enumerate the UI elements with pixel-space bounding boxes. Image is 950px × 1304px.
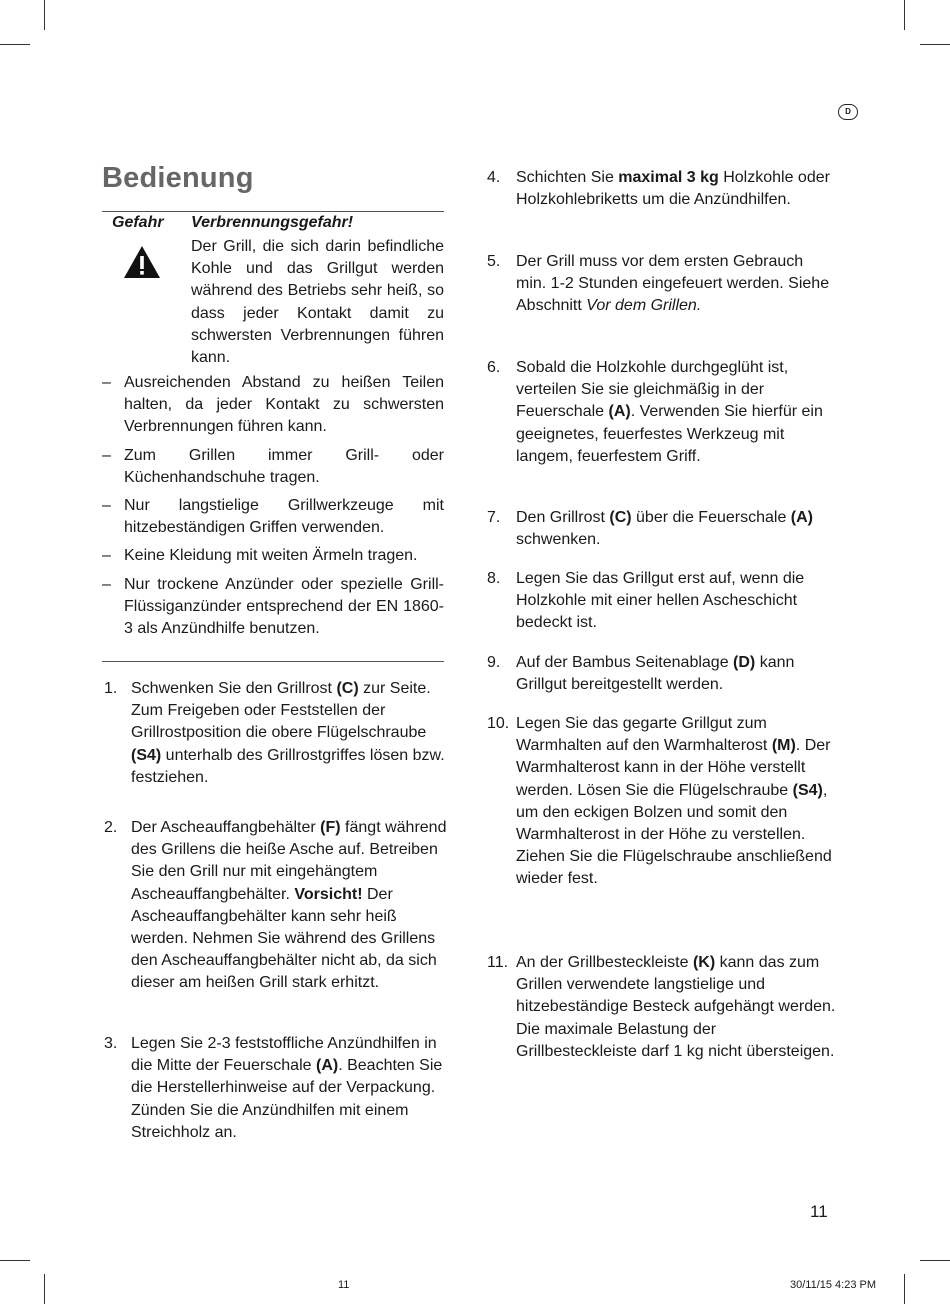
safety-list-text: Ausreichenden Abstand zu heißen Teilen halten, da jeder Kontakt zu schwersten Verbrennungen führen kann.: [124, 374, 444, 436]
divider: [102, 211, 444, 212]
step-text-part: Legen Sie das gegarte Grillgut zum Warmhalten auf den Warmhalterost: [516, 715, 772, 755]
step-text-part: Sobald die Holzkohle durchgeglüht ist, verteilen Sie sie gleichmäßig in der Feuerschale: [516, 359, 789, 421]
step-text-part: An der Grillbesteckleiste: [516, 954, 693, 971]
step-item: [104, 1033, 452, 1144]
step-item: [487, 357, 837, 468]
step-item: [104, 817, 452, 995]
step-item: [487, 507, 837, 551]
section-reference: Vor dem Grillen.: [586, 297, 702, 315]
bold-reference: (S4): [131, 746, 162, 764]
step-text-part: zur Seite. Zum Freigeben oder Feststellen der Grillrostposition die obere Flügelschraube: [131, 680, 431, 742]
step-text-part: unterhalb des Grillrostgriffes lösen bzw. festziehen.: [131, 746, 445, 786]
language-badge: D: [838, 104, 858, 120]
step-item: [487, 952, 837, 1063]
step-text-part: Schwenken Sie den Grillrost: [131, 680, 337, 697]
page-title: Bedienung: [102, 162, 254, 194]
list-dash: –: [102, 497, 111, 515]
warning-triangle-icon: [123, 245, 161, 279]
step-number: 2.: [104, 819, 118, 836]
step-text-part: Der Ascheauffangbehälter: [131, 819, 321, 836]
step-item: [487, 568, 837, 635]
step-text-part: fängt während des Grillens die heiße Asche auf. Betreiben Sie den Grill nur mit eingehängtem Ascheauffangbehälter.: [131, 819, 447, 903]
step-number: 4.: [487, 169, 501, 186]
list-dash: –: [102, 446, 111, 464]
step-text-part: Der Ascheauffangbehälter kann sehr heiß werden. Nehmen Sie während des Grillens den Ascheauffangbehälter nicht ab, da sich dieser am heißen Grill stark erhitzt.: [131, 885, 437, 992]
step-number: 9.: [487, 654, 501, 671]
step-text-part: . Beachten Sie die Herstellerhinweise auf der Verpackung. Zünden Sie die Anzündhilfen mit einem Streichholz an.: [131, 1057, 443, 1141]
step-text: [131, 678, 452, 789]
step-text-part: , um den eckigen Bolzen und somit den Warmhalterost in der Höhe zu verstellen. Ziehen Sie die Flügelschraube anschließend wieder fest.: [516, 781, 832, 888]
step-text-part: Holzkohle oder Holzkohlebriketts um die Anzündhilfen.: [516, 169, 830, 209]
step-text: [516, 357, 837, 468]
warning-text: Der Grill, die sich darin befindliche Kohle und das Grillgut werden während des Betriebs sehr heiß, so dass jeder Kontakt damit zu schwersten Verbrennungen führen kann.: [191, 238, 444, 367]
step-number: 6.: [487, 359, 501, 376]
warning-title: Verbrennungsgefahr!: [191, 214, 354, 231]
bold-reference: (S4): [792, 781, 823, 799]
safety-list-item: [102, 495, 444, 539]
bold-reference: Vorsicht!: [294, 885, 363, 903]
step-number: 3.: [104, 1035, 118, 1052]
step-text-part: . Verwenden Sie hierfür ein geeignetes, feuerfestes Werkzeug mit langem, feuerfestem Griff.: [516, 403, 823, 465]
bold-reference: (K): [692, 954, 716, 971]
bold-reference: (A): [790, 509, 813, 526]
step-text: [131, 1033, 452, 1144]
crop-mark: [44, 1274, 45, 1304]
step-text-part: Der Grill muss vor dem ersten Gebrauch min. 1-2 Stunden eingefeuert werden. Siehe Abschnitt: [516, 253, 830, 315]
list-dash: –: [102, 575, 111, 593]
crop-mark: [920, 1260, 950, 1261]
bold-reference: (D): [733, 654, 756, 671]
footer-page-number: 11: [338, 1279, 350, 1291]
bold-reference: (A): [608, 403, 631, 421]
step-text: [516, 952, 837, 1063]
step-item: [487, 251, 837, 318]
crop-mark: [920, 44, 950, 45]
crop-mark: [0, 44, 30, 45]
step-number: 5.: [487, 253, 501, 270]
safety-list-text: Keine Kleidung mit weiten Ärmeln tragen.: [124, 547, 418, 565]
step-text-part: schwenken.: [516, 531, 601, 549]
safety-list-item: [102, 545, 444, 567]
step-text: [516, 167, 837, 211]
step-text-part: kann das zum Grillen verwendete langstielige und hitzebeständige Besteck aufgehängt werden. Die maximale Belastung der Grillbesteckleiste darf 1 kg nicht übersteigen.: [516, 954, 836, 1060]
safety-list-text: Zum Grillen immer Grill- oder Küchenhandschuhe tragen.: [124, 446, 444, 486]
step-text-part: kann Grillgut bereitgestellt werden.: [516, 654, 795, 694]
step-item: [487, 713, 837, 891]
step-text-part: . Der Warmhalterost kann in der Höhe verstellt werden. Lösen Sie die Flügelschraube: [516, 737, 831, 799]
footer-datetime: 30/11/15 4:23 PM: [790, 1279, 877, 1291]
crop-mark: [904, 0, 905, 30]
step-text: [516, 713, 837, 891]
step-text-part: Auf der Bambus Seitenablage: [516, 654, 734, 671]
step-text-part: Schichten Sie: [516, 169, 619, 186]
list-dash: –: [102, 547, 111, 565]
step-number: 10.: [487, 715, 510, 732]
page-number: 11: [810, 1202, 828, 1221]
safety-list: [102, 372, 444, 646]
step-text: [516, 652, 837, 696]
step-text: [516, 251, 837, 318]
step-item: [487, 167, 837, 211]
safety-list-item: [102, 574, 444, 641]
step-text: [516, 568, 837, 635]
step-text-part: Legen Sie 2-3 feststoffliche Anzündhilfen in die Mitte der Feuerschale: [131, 1035, 437, 1075]
step-text-part: Legen Sie das Grillgut erst auf, wenn die Holzkohle mit einer hellen Ascheschicht bedeckt ist.: [516, 570, 805, 632]
step-number: 8.: [487, 570, 501, 587]
divider: [102, 661, 444, 662]
bold-reference: (C): [336, 680, 359, 697]
safety-list-item: [102, 445, 444, 489]
bold-reference: (F): [320, 819, 341, 836]
crop-mark: [44, 0, 45, 30]
step-text-part: Den Grillrost: [516, 509, 610, 526]
safety-list-text: Nur trockene Anzünder oder spezielle Grill-Flüssiganzünder entsprechend der EN 1860-3 als Anzündhilfe benutzen.: [124, 575, 444, 638]
step-number: 11.: [487, 954, 509, 971]
step-text-part: über die Feuerschale: [631, 509, 791, 526]
step-number: 7.: [487, 509, 501, 526]
bold-reference: maximal 3 kg: [618, 169, 719, 186]
step-text: [131, 817, 452, 995]
bold-reference: (C): [609, 509, 632, 526]
bold-reference: (M): [771, 737, 796, 755]
step-number: 1.: [104, 680, 118, 697]
crop-mark: [0, 1260, 30, 1261]
safety-list-item: [102, 372, 444, 439]
safety-list-text: Nur langstielige Grillwerkzeuge mit hitzebeständigen Griffen verwenden.: [124, 497, 444, 537]
bold-reference: (A): [315, 1057, 339, 1075]
warning-label: Gefahr: [112, 214, 164, 231]
crop-mark: [904, 1274, 905, 1304]
step-item: [487, 652, 837, 696]
step-text: [516, 507, 837, 551]
list-dash: –: [102, 374, 111, 391]
step-item: [104, 678, 452, 789]
